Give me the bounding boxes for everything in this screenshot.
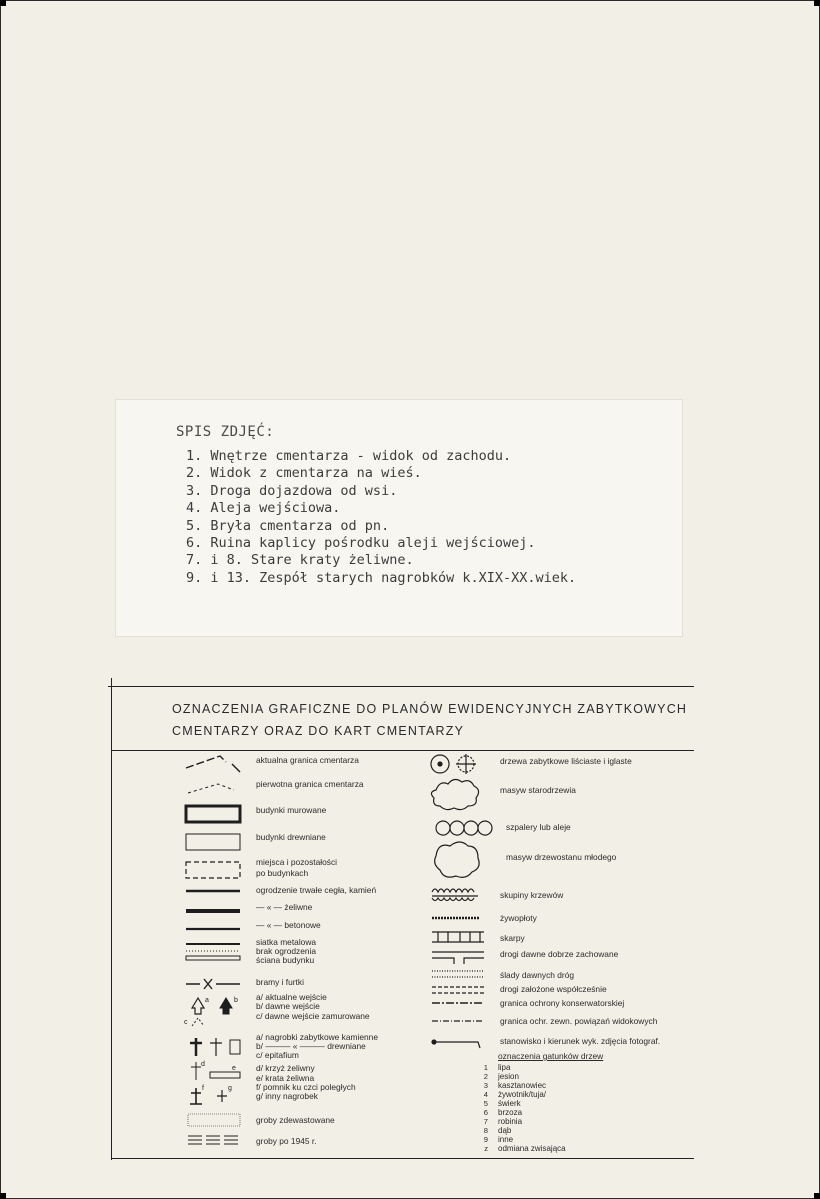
species-name: robinia [498,1117,523,1126]
photo-item: 1. Wnętrze cmentarza - widok od zachodu. [186,448,512,464]
legend-label: granica ochrony konserwatorskiej [500,998,625,1008]
species-name: inne [498,1135,514,1144]
photo-item: 7. i 8. Stare kraty żeliwne. [186,552,414,569]
legend-label: d/ krzyż żeliwny [256,1063,315,1073]
iron-cross-icon [191,1062,201,1080]
symbol-letter: d [201,1061,205,1068]
alley-icon [436,821,492,835]
shrubs-icon [432,889,478,901]
species-name: odmiana zwisająca [498,1144,566,1153]
legend-label: a/ aktualne wejście [256,992,327,1002]
corner-mark [814,0,820,6]
legend-label: skupiny krzewów [500,890,564,900]
legend-label: groby po 1945 r. [256,1136,317,1146]
photo-list-title: SPIS ZDJĘĆ: [176,424,275,440]
entrance-walled-icon [192,1018,204,1026]
symbol-letter: b [234,997,238,1004]
masonry-building-icon [186,806,240,822]
legend-label: budynki drewniane [256,832,326,842]
species-number: 3 [483,1081,488,1090]
legend-label: ściana budynku [256,955,315,965]
post-1945-graves-icon [188,1136,238,1144]
species-number: 2 [483,1072,488,1081]
slope-icon [432,932,484,942]
legend-label: a/ nagrobki zabytkowe kamienne [256,1032,378,1042]
legend-label: granica ochr. zewn. powiązań widokowych [500,1016,658,1026]
species-name: świerk [498,1099,521,1108]
photo-item: 4. Aleja wejściowa. [186,500,341,517]
legend-label: groby zdewastowane [256,1115,335,1125]
species-number: 4 [483,1090,488,1099]
tombstone-stone-icon [190,1038,202,1056]
boundary-current-icon [186,756,226,768]
symbol-letter: c [184,1019,188,1026]
legend-label: budynki murowane [256,805,327,815]
building-remains-icon [186,862,240,878]
legend-label: po budynkach [256,868,309,878]
legend-label: g/ inny nagrobek [256,1091,318,1101]
modern-road-icon [432,987,484,993]
young-trees-mass-icon [435,842,479,877]
entrance-current-icon [192,998,204,1014]
legend-label: ślady dawnych dróg [500,970,575,980]
species-name: jesion [498,1072,519,1081]
legend-label: f/ pomnik ku czci poległych [256,1082,356,1092]
legend-label: drogi dawne dobrze zachowane [500,949,619,959]
road-traces-icon [432,971,484,977]
species-number: 9 [483,1135,488,1144]
legend-label: c/ dawne wejście zamurowane [256,1011,370,1021]
legend-label: pierwotna granica cmentarza [256,779,364,789]
photo-item: 2. Widok z cmentarza na wieś. [186,465,422,482]
entrance-former-icon [220,998,232,1014]
devastated-graves-icon [188,1114,240,1126]
boundary-original-icon [188,784,234,793]
legend-sheet [108,686,694,1160]
other-tomb-icon [217,1090,227,1102]
epitaph-icon [230,1040,240,1054]
species-number: z [484,1144,488,1153]
iron-grate-icon [210,1072,240,1078]
war-memorial-icon [190,1088,202,1104]
legend-label: masyw starodrzewia [500,785,576,795]
legend-title-line: CMENTARZY ORAZ DO KART CMENTARZY [172,724,465,738]
legend-label: stanowisko i kierunek wyk. zdjęcia fotograf. [500,1036,661,1046]
species-name: żywotnik/tuja/ [498,1090,547,1099]
symbol-letter: a [205,997,209,1004]
gate-icon [186,979,240,989]
corner-mark [0,0,6,6]
symbol-letter: f [202,1085,204,1092]
legend-label: masyw drzewostanu młodego [506,852,617,862]
species-number: 7 [483,1117,488,1126]
species-title: oznaczenia gatunków drzew [498,1051,604,1061]
legend-label: bramy i furtki [256,977,304,987]
photo-item: 5. Bryła cmentarza od pn. [186,517,390,534]
species-name: lipa [498,1063,511,1072]
species-number: 8 [483,1126,488,1135]
wooden-building-icon [186,834,240,850]
corner-mark [0,1193,6,1199]
photo-list [186,448,576,587]
photo-item: 3. Droga dojazdowa od wsi. [186,482,398,499]
legend-label: aktualna granica cmentarza [256,755,359,765]
legend-label: b/ dawne wejście [256,1001,320,1011]
legend-label: żywopłoty [500,913,537,923]
legend-label: ogrodzenie trwałe cegła, kamień [256,885,377,895]
species-number: 5 [483,1099,488,1108]
symbol-letter: g [228,1085,232,1092]
legend-label: drogi założone współcześnie [500,984,607,994]
legend-label: brak ogrodzenia [256,946,317,956]
building-wall-icon [186,956,240,960]
legend-label: e/ krata żeliwna [256,1073,315,1083]
species-number: 6 [483,1108,488,1117]
species-name: dąb [498,1126,512,1135]
photo-list-label [116,400,682,636]
photo-item: 9. i 13. Zespół starych nagrobków k.XIX-XX.wiek. [186,569,577,586]
corner-mark [814,1193,820,1199]
photo-item: 6. Ruina kaplicy pośrodku aleji wejściowej. [186,535,536,552]
legend-label: siatka metalowa [256,937,317,947]
legend-title-line: OZNACZENIA GRAFICZNE DO PLANÓW EWIDENCYJNYCH ZABYTKOWYCH [172,702,688,716]
legend-label: c/ epitafium [256,1050,299,1060]
old-trees-mass-icon [431,779,478,809]
photo-station-icon [434,1042,480,1048]
symbol-letter: e [232,1065,236,1072]
legend-label: szpalery lub aleje [506,822,571,832]
legend-label: drzewa zabytkowe liściaste i iglaste [500,756,632,766]
species-number: 1 [483,1063,488,1072]
old-road-icon [432,952,484,964]
legend-label: skarpy [500,933,525,943]
legend-label: — « — betonowe [256,920,321,930]
tombstone-wood-icon [210,1038,222,1056]
species-name: kasztanowiec [498,1081,547,1090]
species-name: brzoza [498,1108,523,1117]
legend-label: miejsca i pozostałości [256,857,337,867]
legend-label: b/ ——— « ——— drewniane [256,1041,366,1051]
legend-label: — « — żeliwne [256,902,313,912]
